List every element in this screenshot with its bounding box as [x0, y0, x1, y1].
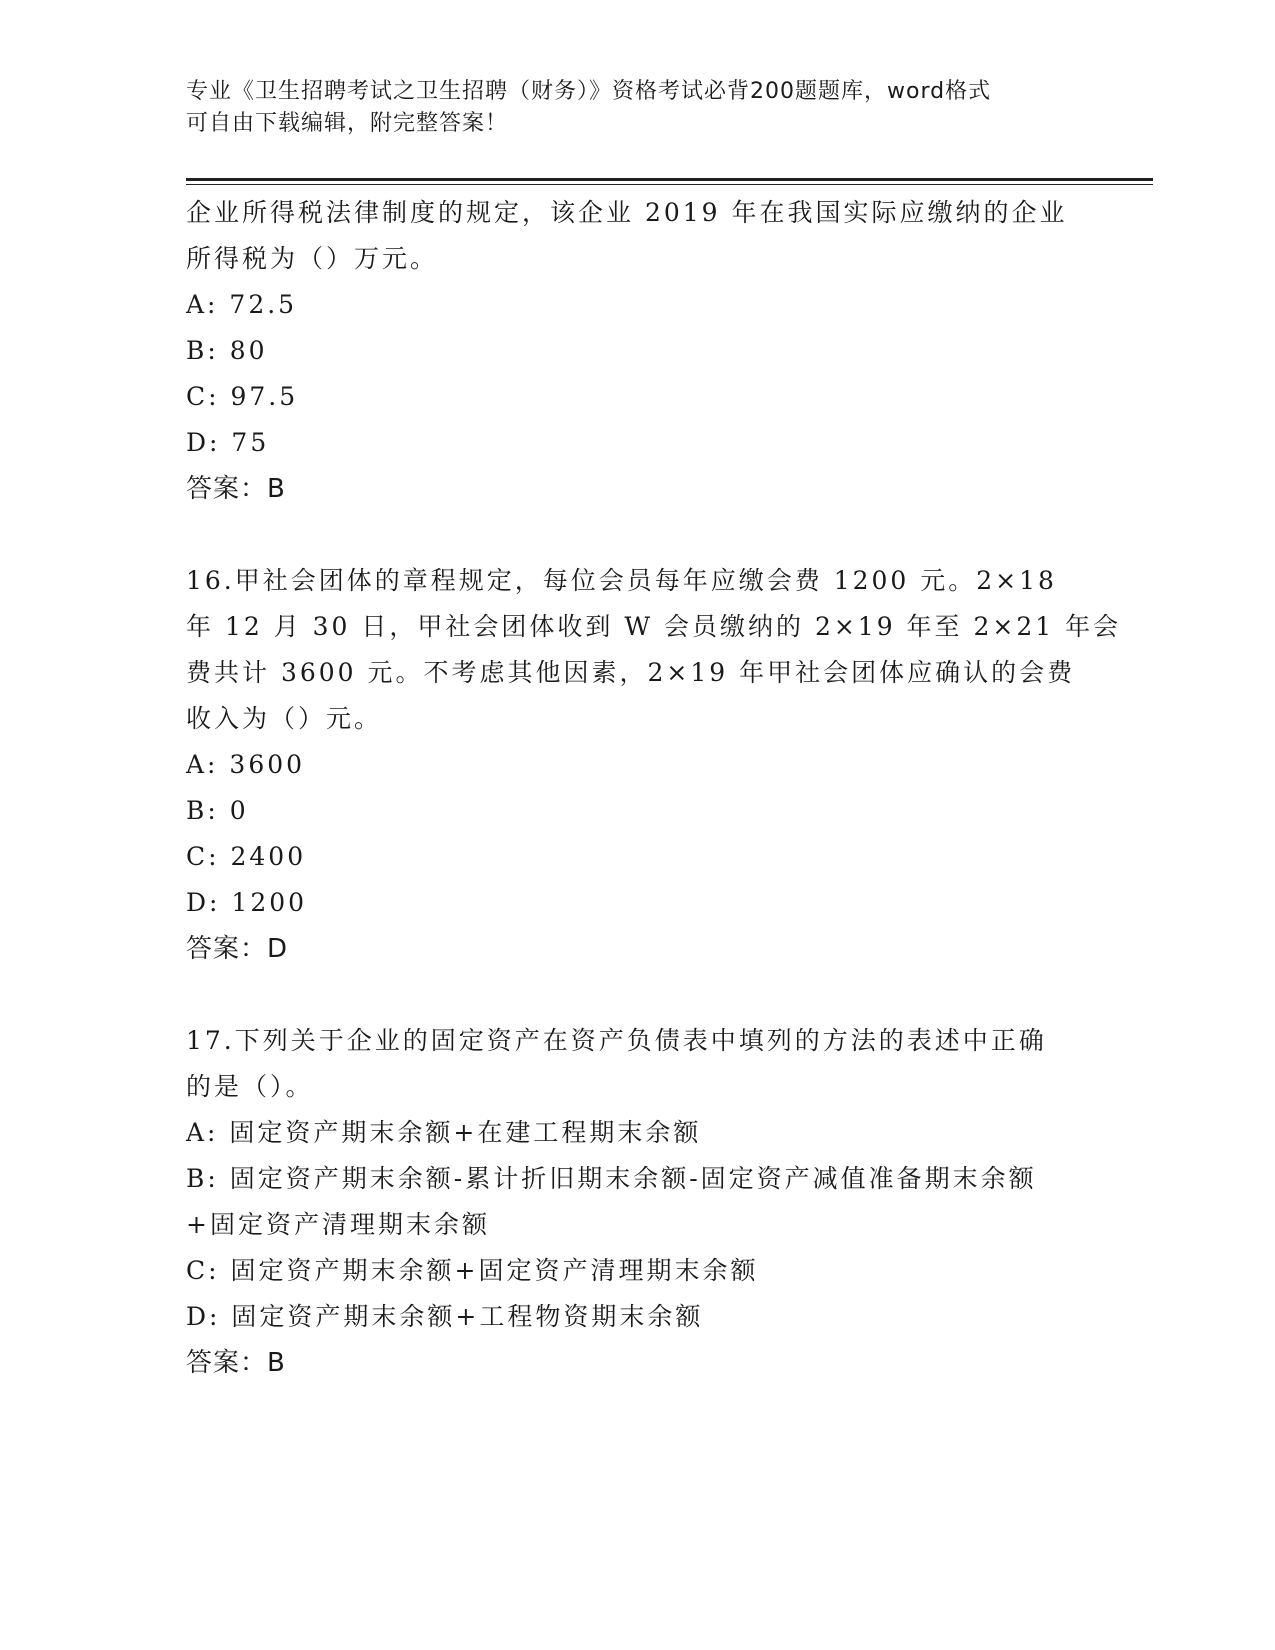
question-stem: 的是（）。	[186, 1072, 314, 1101]
question-16	[186, 558, 1122, 972]
option-b: B: 80	[186, 336, 268, 365]
header-title-line-2: 可自由下载编辑，附完整答案！	[186, 111, 509, 136]
header-title-line-1: 专业《卫生招聘考试之卫生招聘（财务）》资格考试必背200题题库，word格式	[186, 79, 992, 104]
question-17	[186, 1018, 1086, 1386]
option-b: B: 0	[186, 796, 249, 825]
header-divider-thick	[186, 178, 1153, 181]
option-d: D: 75	[186, 428, 270, 457]
option-c: C: 2400	[186, 842, 307, 871]
question-stem: 年 12 月 30 日，甲社会团体收到 W 会员缴纳的 2×19 年至 2×21 年会	[186, 612, 1122, 641]
option-a: A: 3600	[186, 750, 306, 779]
question-15	[186, 190, 1086, 512]
option-d: D: 固定资产期末余额+工程物资期末余额	[186, 1302, 704, 1331]
question-stem: 收入为（）元。	[186, 704, 383, 733]
option-b-continued: +固定资产清理期末余额	[186, 1210, 490, 1239]
header-divider-thin	[186, 184, 1153, 185]
option-a: A: 72.5	[186, 290, 298, 319]
option-c: C: 97.5	[186, 382, 299, 411]
answer-label: 答案：B	[186, 1348, 286, 1378]
option-c: C: 固定资产期末余额+固定资产清理期末余额	[186, 1256, 759, 1285]
question-spacer	[186, 972, 1086, 1018]
question-stem: 所得税为（）万元。	[186, 244, 439, 273]
option-b: B: 固定资产期末余额-累计折旧期末余额-固定资产减值准备期末余额	[186, 1164, 1037, 1193]
document-header	[186, 76, 1086, 140]
question-stem: 16.甲社会团体的章程规定，每位会员每年应缴会费 1200 元。2×18	[186, 566, 1057, 595]
answer-label: 答案：B	[186, 474, 286, 504]
question-spacer	[186, 512, 1086, 558]
answer-label: 答案：D	[186, 934, 289, 964]
question-stem: 17.下列关于企业的固定资产在资产负债表中填列的方法的表述中正确	[186, 1026, 1047, 1055]
question-stem: 费共计 3600 元。不考虑其他因素，2×19 年甲社会团体应确认的会费	[186, 658, 1076, 687]
option-d: D: 1200	[186, 888, 308, 917]
question-stem: 企业所得税法律制度的规定，该企业 2019 年在我国实际应缴纳的企业	[186, 198, 1068, 227]
question-list	[186, 190, 1122, 1386]
option-a: A: 固定资产期末余额+在建工程期末余额	[186, 1118, 702, 1147]
